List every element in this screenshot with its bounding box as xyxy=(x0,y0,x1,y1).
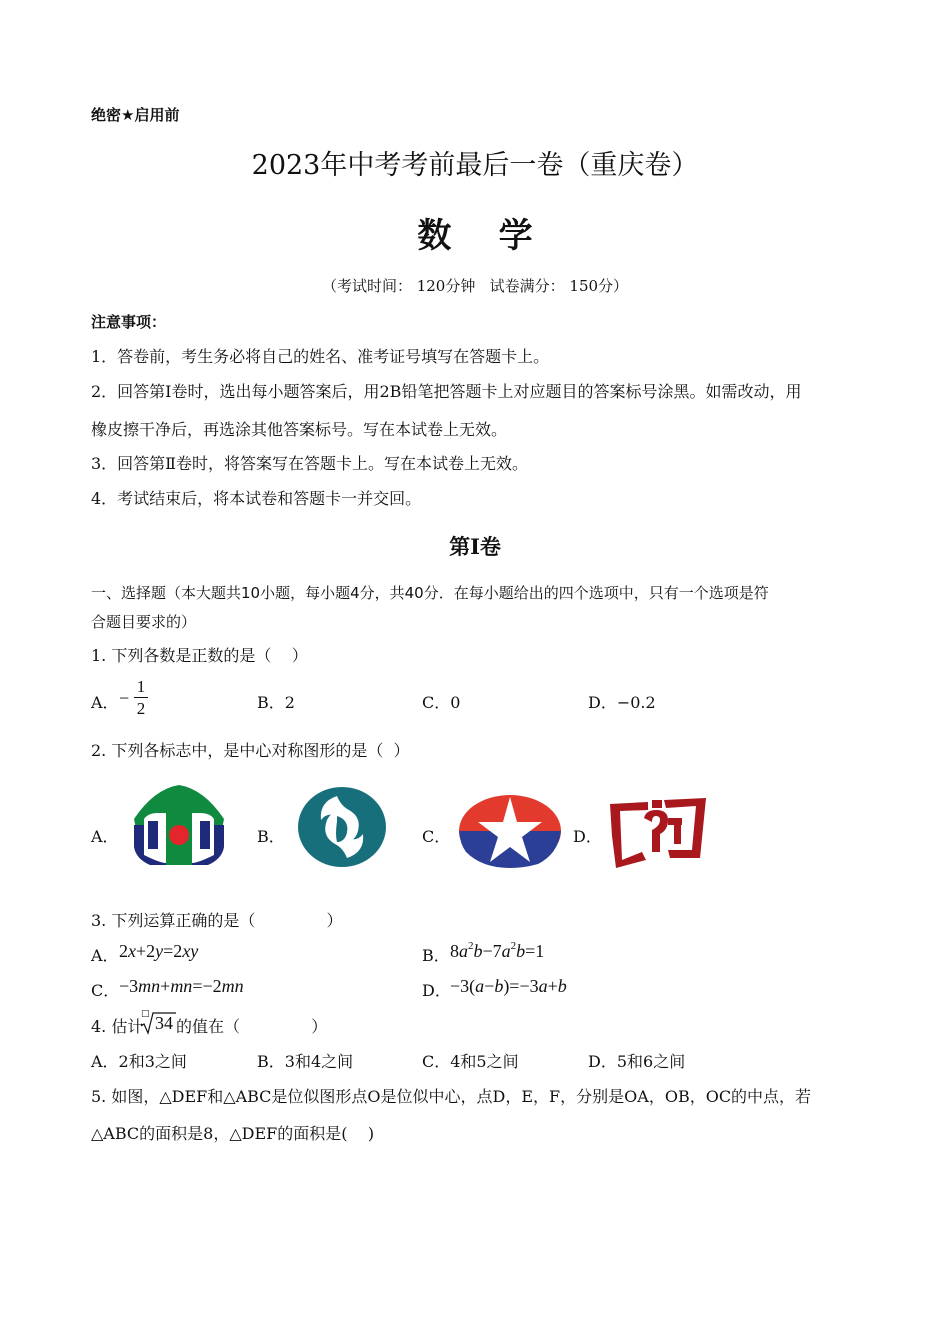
subject-title: 数 学 xyxy=(417,216,533,256)
root-index: □ xyxy=(141,1009,150,1019)
q3-option-a-expression: 2x+2y=2xy xyxy=(119,941,199,961)
secret-label: 绝密★启用前 xyxy=(91,106,180,124)
logo-b-icon xyxy=(297,786,387,868)
radicand: 34 xyxy=(155,1013,173,1033)
question-2-stem: 2. 下列各标志中，是中心对称图形的是（ ） xyxy=(91,741,410,760)
q2-option-c-label: C． xyxy=(422,827,451,846)
logo-a-icon xyxy=(130,785,228,865)
q3-option-d-label: D． xyxy=(422,981,451,1000)
q1-option-a-sign: − xyxy=(119,688,130,708)
part-heading: 一、选择题（本大题共10小题，每小题4分，共40分．在每小题给出的四个选项中，只有一个选项是符 xyxy=(91,584,769,602)
q4-option-b: B．3和4之间 xyxy=(257,1052,354,1071)
question-4-stem-prefix: 4. 估计 xyxy=(91,1017,144,1036)
fraction-denominator: 2 xyxy=(136,699,146,718)
question-3-stem: 3. 下列运算正确的是（ ） xyxy=(91,911,343,930)
logo-c-icon xyxy=(458,794,562,868)
q3-option-d-expression: −3(a−b)=−3a+b xyxy=(450,976,567,996)
note-item: 2．回答第Ⅰ卷时，选出每小题答案后，用2B铅笔把答题卡上对应题目的答案标号涂黑。如需改动，用 xyxy=(91,382,802,401)
logo-d-icon xyxy=(608,796,708,868)
q1-option-b: B．2 xyxy=(257,693,295,712)
question-5-stem: 5. 如图，△DEF和△ABC是位似图形点O是位似中心，点D，E，F，分别是OA，OB，OC的中点，若 xyxy=(91,1087,812,1106)
q1-option-d: D．−0.2 xyxy=(588,693,656,712)
notes-heading: 注意事项： xyxy=(91,313,167,331)
note-item: 4．考试结束后，将本试卷和答题卡一并交回。 xyxy=(91,489,422,508)
page-title: 2023年中考考前最后一卷（重庆卷） xyxy=(251,150,699,181)
q3-option-b-expression: $8a^2b-7a^2b=1$ xyxy=(450,940,545,961)
question-1-stem: 1. 下列各数是正数的是（ ） xyxy=(91,646,308,665)
q4-option-c: C．4和5之间 xyxy=(422,1052,519,1071)
note-item: 橡皮擦干净后，再选涂其他答案标号。写在本试卷上无效。 xyxy=(91,420,508,439)
question-5-stem-cont: △ABC的面积是8，△DEF的面积是( ) xyxy=(91,1124,375,1143)
q4-option-d: D．5和6之间 xyxy=(588,1052,686,1071)
exam-info: （考试时间： 120分钟 试卷满分： 150分） xyxy=(321,277,629,295)
q1-option-a-label: A． xyxy=(91,693,119,712)
q3-option-c-label: C． xyxy=(91,981,120,1000)
q4-option-a: A．2和3之间 xyxy=(91,1052,187,1071)
q2-option-b-label: B． xyxy=(257,827,285,846)
part-heading-cont: 合题目要求的） xyxy=(91,613,197,631)
q1-option-c: C．0 xyxy=(422,693,461,712)
q3-option-c-expression: −3mn+mn=−2mn xyxy=(119,976,244,996)
q3-option-a-label: A． xyxy=(91,946,119,965)
section-title: 第Ⅰ卷 xyxy=(449,534,501,559)
q2-option-d-label: D． xyxy=(573,827,602,846)
note-item: 1．答卷前，考生务必将自己的姓名、准考证号填写在答题卡上。 xyxy=(91,347,550,366)
q3-option-b-label: B． xyxy=(422,946,450,965)
fraction-bar xyxy=(134,697,148,698)
note-item: 3．回答第Ⅱ卷时，将答案写在答题卡上。写在本试卷上无效。 xyxy=(91,454,529,473)
question-4-stem-suffix: 的值在（ ） xyxy=(176,1017,328,1036)
fraction-numerator: 1 xyxy=(136,677,146,696)
q1-option-a-fraction xyxy=(134,678,148,719)
q2-option-a-label: A． xyxy=(91,827,119,846)
